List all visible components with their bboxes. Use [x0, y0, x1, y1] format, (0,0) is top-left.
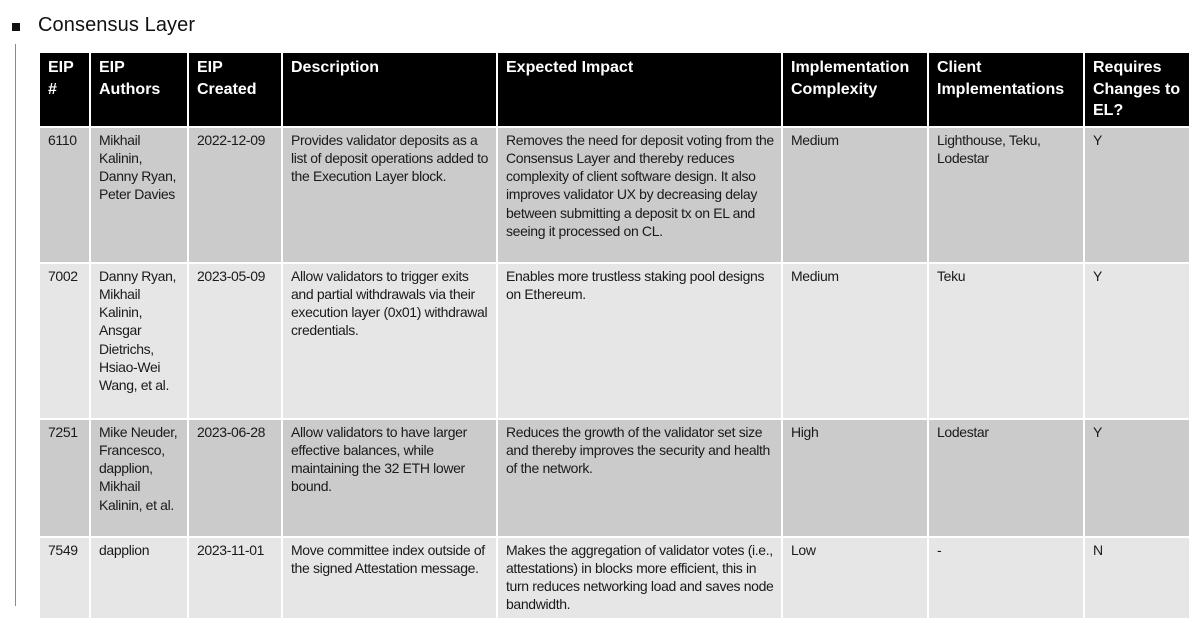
cell-created: 2023-05-09 — [188, 263, 282, 419]
header-description: Description — [282, 52, 497, 127]
cell-complexity: Medium — [782, 263, 928, 419]
cell-eip-number: 7002 — [39, 263, 90, 419]
cell-complexity: High — [782, 419, 928, 537]
cell-authors: Danny Ryan, Mikhail Kalinin, Ansgar Dietrichs, Hsiao-Wei Wang, et al. — [90, 263, 188, 419]
header-client-implementations: Client Implementations — [928, 52, 1084, 127]
cell-created: 2023-06-28 — [188, 419, 282, 537]
cell-description: Provides validator deposits as a list of deposit operations added to the Execution Layer block. — [282, 127, 497, 263]
table-row — [39, 419, 1190, 537]
header-expected-impact: Expected Impact — [497, 52, 782, 127]
cell-requires-el: N — [1084, 537, 1190, 619]
square-bullet-icon — [12, 23, 20, 31]
cell-requires-el: Y — [1084, 419, 1190, 537]
cell-authors: Mikhail Kalinin, Danny Ryan, Peter Davies — [90, 127, 188, 263]
table-row — [39, 537, 1190, 619]
eip-table — [38, 51, 1191, 620]
section-divider — [15, 44, 16, 606]
cell-description: Allow validators to trigger exits and partial withdrawals via their execution layer (0x01) withdrawal credentials. — [282, 263, 497, 419]
header-eip-number: EIP # — [39, 52, 90, 127]
cell-description: Allow validators to have larger effective balances, while maintaining the 32 ETH lower bound. — [282, 419, 497, 537]
header-eip-authors: EIP Authors — [90, 52, 188, 127]
section-title: Consensus Layer — [38, 13, 196, 36]
cell-requires-el: Y — [1084, 263, 1190, 419]
cell-impact: Enables more trustless staking pool designs on Ethereum. — [497, 263, 782, 419]
cell-requires-el: Y — [1084, 127, 1190, 263]
cell-complexity: Medium — [782, 127, 928, 263]
cell-impact: Removes the need for deposit voting from the Consensus Layer and thereby reduces complexity of client software design. It also improves validator UX by decreasing delay between submitting a deposit tx on EL and seeing it processed on CL. — [497, 127, 782, 263]
cell-impact: Reduces the growth of the validator set size and thereby improves the security and health of the network. — [497, 419, 782, 537]
cell-eip-number: 6110 — [39, 127, 90, 263]
cell-eip-number: 7251 — [39, 419, 90, 537]
table-row — [39, 127, 1190, 263]
cell-clients: - — [928, 537, 1084, 619]
header-eip-created: EIP Created — [188, 52, 282, 127]
cell-eip-number: 7549 — [39, 537, 90, 619]
cell-created: 2022-12-09 — [188, 127, 282, 263]
cell-created: 2023-11-01 — [188, 537, 282, 619]
cell-clients: Lighthouse, Teku, Lodestar — [928, 127, 1084, 263]
cell-authors: Mike Neuder, Francesco, dapplion, Mikhail Kalinin, et al. — [90, 419, 188, 537]
section-header — [10, 10, 195, 40]
cell-authors: dapplion — [90, 537, 188, 619]
table-row — [39, 263, 1190, 419]
cell-clients: Lodestar — [928, 419, 1084, 537]
table-header-row — [39, 52, 1190, 127]
header-requires-changes: Requires Changes to EL? — [1084, 52, 1190, 127]
cell-impact: Makes the aggregation of validator votes (i.e., attestations) in blocks more efficient, this in turn reduces networking load and saves node bandwidth. — [497, 537, 782, 619]
cell-complexity: Low — [782, 537, 928, 619]
cell-description: Move committee index outside of the signed Attestation message. — [282, 537, 497, 619]
header-implementation-complexity: Implementation Complexity — [782, 52, 928, 127]
cell-clients: Teku — [928, 263, 1084, 419]
